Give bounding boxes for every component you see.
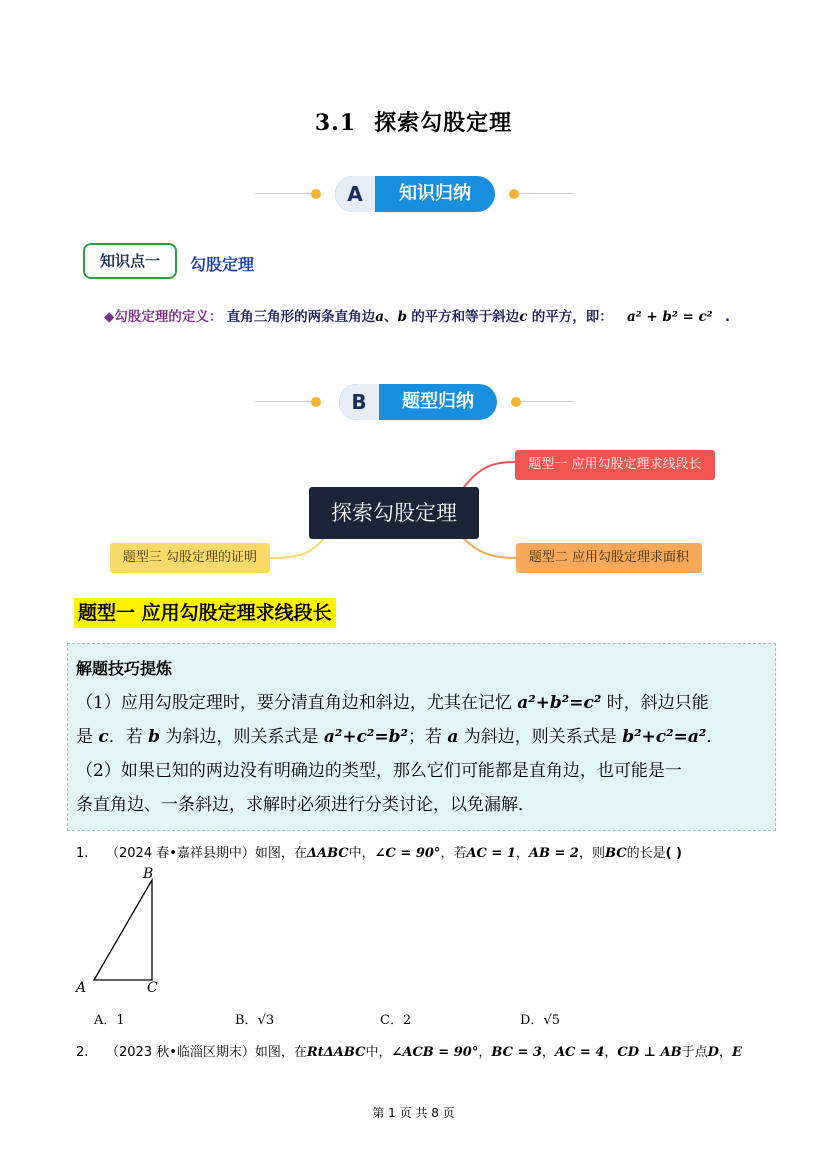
q2-condition: ∠ACB = 90° — [391, 1045, 479, 1060]
q2-text: ， — [718, 1045, 732, 1060]
vertex-label-b: B — [143, 866, 154, 882]
tips-line-4: 条直角边、一条斜边，求解时必须进行分类讨论，以免漏解． — [76, 795, 535, 815]
option-value: √3 — [257, 1013, 275, 1028]
q1-text: 的长是 — [626, 846, 666, 861]
q1-condition: ∠C = 90° — [374, 846, 441, 861]
option-d[interactable] — [520, 1009, 560, 1028]
option-key: D． — [520, 1013, 544, 1028]
q2-condition: BC = 3 — [491, 1045, 542, 1060]
option-key: A． — [94, 1013, 117, 1028]
section-b-label: 题型归纳 — [402, 391, 474, 412]
definition-text-3: 的平方，即： — [531, 309, 613, 325]
tips-text: 是 — [76, 727, 99, 747]
tips-formula: a²+b²=c² — [517, 693, 602, 713]
q2-text: （2023 秋•临淄区期末）如图，在 — [106, 1045, 307, 1060]
option-b[interactable] — [235, 1009, 274, 1028]
vertex-label-c: C — [147, 980, 158, 996]
q1-text: ，则 — [578, 846, 605, 861]
tips-text: 为斜边，则关系式是 — [160, 727, 324, 747]
option-value: 2 — [402, 1013, 412, 1028]
question-number: 2. — [76, 1045, 89, 1060]
option-a[interactable] — [94, 1009, 125, 1028]
q1-text: ，若 — [440, 846, 467, 861]
var-a: a — [375, 309, 384, 325]
type1-heading: 题型一 应用勾股定理求线段长 — [74, 598, 336, 628]
tips-var: c — [98, 727, 109, 747]
section-b-letter: B — [339, 384, 379, 420]
q2-text: 中， — [365, 1045, 392, 1060]
connector-type3 — [270, 537, 325, 558]
q2-text: ， — [604, 1045, 618, 1060]
tips-line-1 — [76, 686, 709, 720]
triangle-figure — [70, 862, 180, 1002]
mindmap-type1: 题型一 应用勾股定理求线段长 — [515, 450, 715, 480]
q2-text: 于点 — [681, 1045, 708, 1060]
option-value: √5 — [543, 1013, 560, 1028]
mindmap-center: 探索勾股定理 — [309, 487, 479, 539]
section-a-label: 知识归纳 — [399, 183, 471, 204]
tips-formula: a²+c²=b² — [323, 727, 408, 747]
question-2 — [76, 1041, 742, 1060]
option-c[interactable] — [380, 1009, 411, 1028]
option-value: 1 — [116, 1013, 125, 1028]
tips-text: 为斜边，则关系式是 — [458, 727, 623, 747]
q1-segment: BC — [605, 846, 627, 861]
knowledge-point-tag: 知识点一 — [83, 243, 177, 279]
title-text: 探索勾股定理 — [374, 110, 513, 136]
q2-condition: AC = 4 — [554, 1045, 605, 1060]
tips-var: b — [148, 727, 161, 747]
tips-var: a — [447, 727, 459, 747]
tips-line-2 — [76, 720, 723, 754]
tips-text: ． — [706, 727, 724, 747]
question-number: 1. — [76, 846, 89, 861]
connector-type1 — [462, 462, 515, 490]
mindmap-type3: 题型三 勾股定理的证明 — [110, 543, 270, 573]
q1-condition: AB = 2 — [528, 846, 579, 861]
q1-text: （2024 春•嘉祥县期中）如图，在 — [106, 846, 307, 861]
tips-box — [67, 643, 776, 831]
q2-point: E — [731, 1045, 742, 1060]
q2-point: D — [707, 1045, 719, 1060]
title-number: 3.1 — [314, 110, 357, 136]
option-key: C． — [380, 1013, 403, 1028]
definition-text-2: 的平方和等于斜边 — [411, 309, 520, 325]
knowledge-point-title: 勾股定理 — [190, 255, 255, 274]
tips-text: 时，斜边只能 — [601, 693, 709, 713]
tips-text: ．若 — [108, 727, 149, 747]
section-a-letter: A — [335, 176, 375, 212]
tips-text: （1）应用勾股定理时，要分清直角边和斜边，尤其在记忆 — [76, 693, 518, 713]
q2-condition: CD ⊥ AB — [617, 1045, 682, 1060]
q1-triangle: ΔABC — [306, 846, 349, 861]
triangle-abc — [94, 880, 152, 980]
definition-label: ◆勾股定理的定义： — [104, 309, 223, 325]
mindmap-type2: 题型二 应用勾股定理求面积 — [516, 543, 702, 573]
page-footer: 第 1 页 共 8 页 — [372, 1106, 455, 1120]
tips-text: ；若 — [407, 727, 448, 747]
connector-type2 — [462, 537, 516, 558]
tips-line-3: （2）如果已知的两边没有明确边的类型，那么它们可能都是直角边，也可能是一 — [76, 761, 682, 781]
var-c: c — [519, 309, 528, 325]
definition-end: . — [724, 309, 731, 325]
q1-text: 中， — [348, 846, 375, 861]
pythagorean-formula: a² + b² = c² — [627, 309, 713, 325]
question-1 — [76, 842, 682, 861]
q2-triangle: RtΔABC — [306, 1045, 366, 1060]
tips-heading: 解题技巧提炼 — [76, 659, 173, 678]
q2-text: ， — [541, 1045, 555, 1060]
tips-formula: b²+c²=a² — [622, 727, 707, 747]
definition-sep: 、 — [383, 309, 398, 325]
q2-text: ， — [478, 1045, 492, 1060]
q1-text: ， — [515, 846, 529, 861]
definition-text-1: 直角三角形的两条直角边 — [226, 309, 376, 325]
var-b: b — [397, 309, 407, 325]
answer-bracket: ( ) — [665, 846, 683, 861]
option-key: B． — [235, 1013, 258, 1028]
q1-condition: AC = 1 — [466, 846, 516, 861]
vertex-label-a: A — [76, 980, 87, 996]
